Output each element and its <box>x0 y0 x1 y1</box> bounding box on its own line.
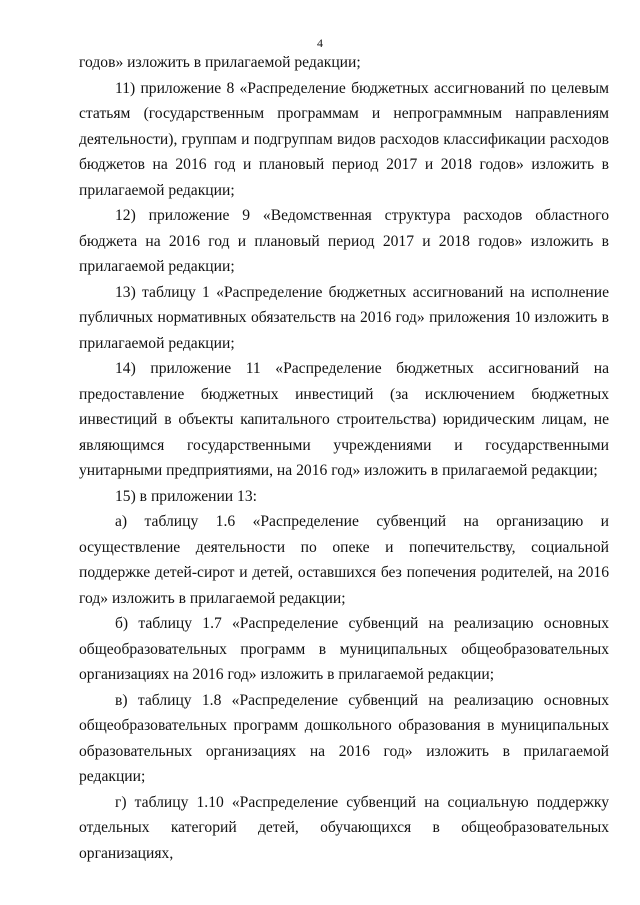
document-body <box>79 50 609 866</box>
paragraph-item-13: 13) таблицу 1 «Распределение бюджетных ассигнований на исполнение публичных нормативных обязательств на 2016 год» приложения 10 изложить в прилагаемой редакции; <box>79 283 609 352</box>
paragraph-item-15: 15) в приложении 13: <box>115 487 257 505</box>
paragraph-item-14: 14) приложение 11 «Распределение бюджетных ассигнований на предоставление бюджетных инвестиций (за исключением бюджетных инвестиций в объекты капитального строительства) юридическим лицам, не являющимся государственными учреждениями и государственными унитарными предприятиями, на 2016 год» изложить в прилагаемой редакции; <box>79 360 609 479</box>
paragraph-item-15a: а) таблицу 1.6 «Распределение субвенций на организацию и осуществление деятельности по опеке и попечительству, социальной поддержке детей-сирот и детей, оставшихся без попечения родителей, на 2016 год» изложить в прилагаемой редакции; <box>79 513 609 607</box>
paragraph-continuation: годов» изложить в прилагаемой редакции; <box>79 54 361 71</box>
paragraph-item-11: 11) приложение 8 «Распределение бюджетных ассигнований по целевым статьям (государственным программам и непрограммным направлениям деятельности), группам и подгруппам видов расходов классификации расходов бюджетов на 2016 год и плановый период 2017 и 2018 годов» изложить в прилагаемой редакции; <box>79 79 609 199</box>
page-number: 4 <box>317 36 323 50</box>
paragraph-item-15g: г) таблицу 1.10 «Распределение субвенций на социальную поддержку отдельных категорий детей, обучающихся в общеобразовательных организациях, <box>79 793 609 862</box>
paragraph-item-12: 12) приложение 9 «Ведомственная структура расходов областного бюджета на 2016 год и плановый период 2017 и 2018 годов» изложить в прилагаемой редакции; <box>79 207 609 275</box>
paragraph-item-15b: б) таблицу 1.7 «Распределение субвенций на реализацию основных общеобразовательных программ в муниципальных общеобразовательных организациях на 2016 год» изложить в прилагаемой редакции; <box>79 615 609 683</box>
paragraph-item-15v: в) таблицу 1.8 «Распределение субвенций на реализацию основных общеобразовательных программ дошкольного образования в муниципальных образовательных организациях на 2016 год» изложить в прилагаемой редакции; <box>79 691 609 785</box>
